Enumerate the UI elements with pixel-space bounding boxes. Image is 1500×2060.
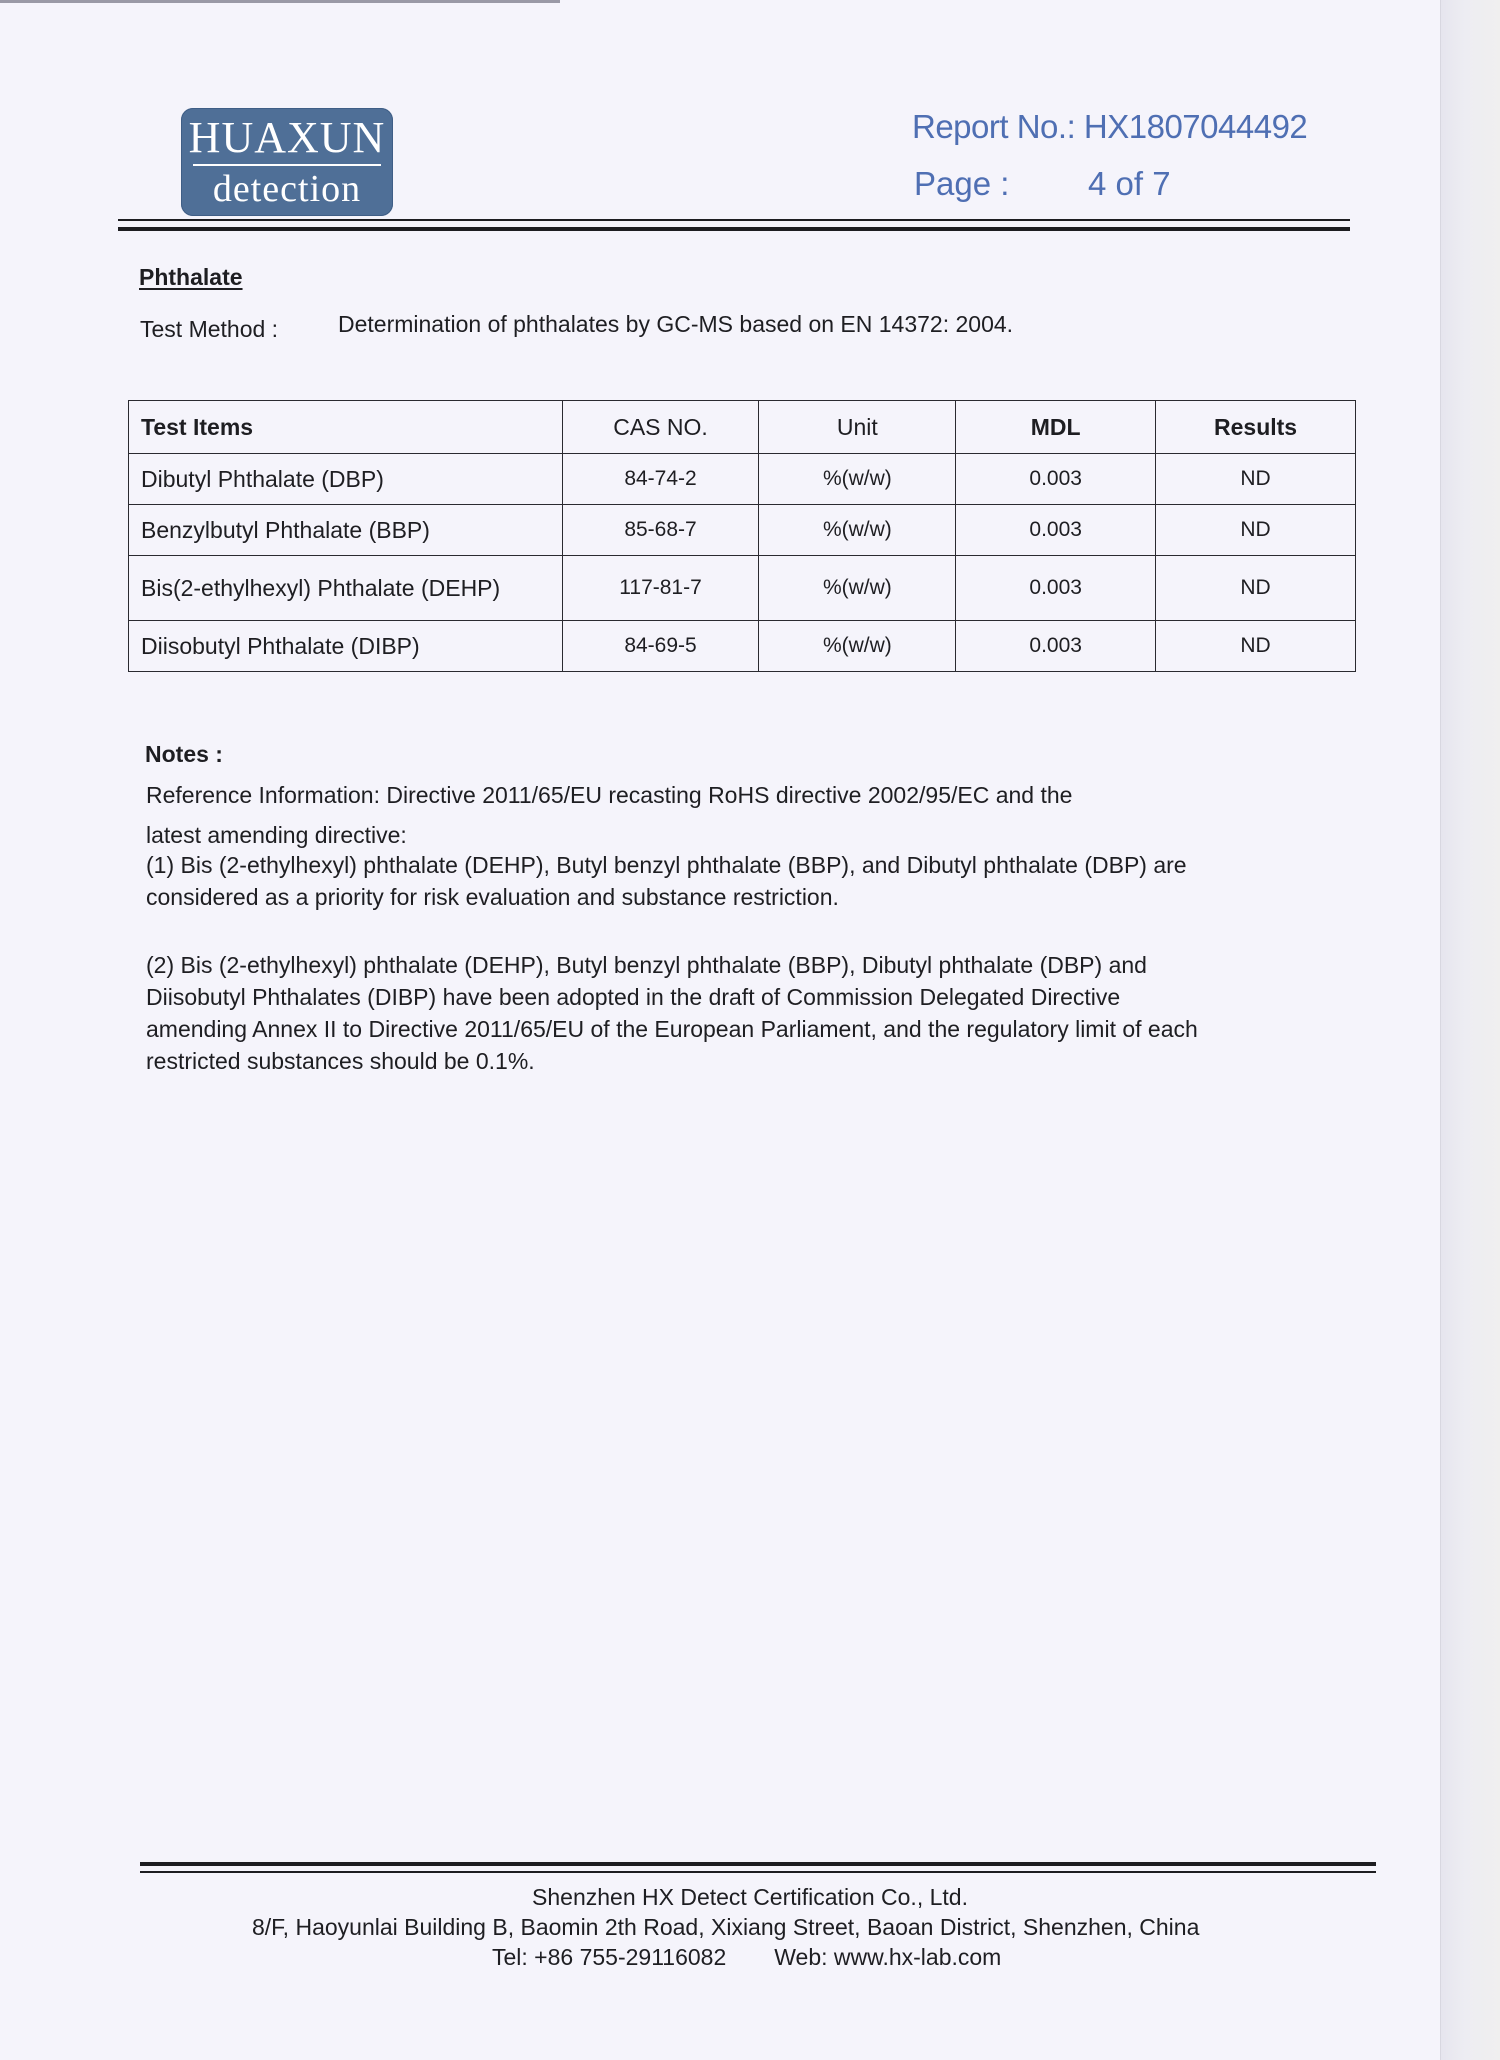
huaxun-logo (181, 108, 393, 216)
unit-cell: %(w/w) (759, 454, 956, 505)
scan-edge (0, 0, 560, 3)
table-header-row (129, 401, 1356, 454)
notes-line: (1) Bis (2-ethylhexyl) phthalate (DEHP), Butyl benzyl phthalate (BBP), and Dibutyl phthalate (DBP) are (146, 852, 1187, 878)
cas-cell: 84-74-2 (562, 454, 759, 505)
footer-web: Web: www.hx-lab.com (774, 1944, 1002, 1970)
mdl-cell: 0.003 (956, 505, 1156, 556)
section-title: Phthalate (139, 264, 243, 290)
table-row (129, 454, 1356, 505)
unit-cell: %(w/w) (759, 556, 956, 621)
test-method-label: Test Method : (140, 316, 279, 342)
column-header: MDL (956, 401, 1156, 454)
unit-cell: %(w/w) (759, 621, 956, 672)
results-table (128, 400, 1356, 672)
test-item-cell: Benzylbutyl Phthalate (BBP) (129, 505, 563, 556)
footer-address: 8/F, Haoyunlai Building B, Baomin 2th Road, Xixiang Street, Baoan District, Shenzhen, China (252, 1914, 1200, 1940)
table-row (129, 505, 1356, 556)
page-label: Page : (914, 165, 1010, 202)
header-rule-thick (118, 227, 1350, 231)
notes-line: considered as a priority for risk evaluation and substance restriction. (146, 884, 839, 910)
notes-line: latest amending directive: (146, 822, 407, 848)
notes-title: Notes : (145, 741, 223, 767)
mdl-cell: 0.003 (956, 621, 1156, 672)
result-cell: ND (1156, 621, 1356, 672)
footer-tel: Tel: +86 755-29116082 (492, 1944, 727, 1970)
notes-line: Diisobutyl Phthalates (DIBP) have been adopted in the draft of Commission Delegated Directive (146, 984, 1121, 1010)
page-edge (1440, 0, 1500, 2060)
logo-subtitle: detection (212, 168, 362, 210)
logo-brand: HUAXUN (188, 113, 386, 162)
footer-company: Shenzhen HX Detect Certification Co., Ltd. (532, 1884, 968, 1910)
cas-cell: 85-68-7 (562, 505, 759, 556)
page-number: 4 of 7 (1088, 165, 1171, 202)
column-header: Unit (759, 401, 956, 454)
column-header: Results (1156, 401, 1356, 454)
cas-cell: 84-69-5 (562, 621, 759, 672)
notes-line: Reference Information: Directive 2011/65/EU recasting RoHS directive 2002/95/EC and the (146, 782, 1073, 808)
test-method-value: Determination of phthalates by GC-MS based on EN 14372: 2004. (338, 311, 1014, 337)
test-item-cell: Diisobutyl Phthalate (DIBP) (129, 621, 563, 672)
report-number: Report No.: HX1807044492 (912, 108, 1308, 145)
test-item-cell: Bis(2-ethylhexyl) Phthalate (DEHP) (129, 556, 563, 621)
notes-line: restricted substances should be 0.1%. (146, 1048, 535, 1074)
mdl-cell: 0.003 (956, 454, 1156, 505)
test-item-cell: Dibutyl Phthalate (DBP) (129, 454, 563, 505)
mdl-cell: 0.003 (956, 556, 1156, 621)
table-row (129, 621, 1356, 672)
result-cell: ND (1156, 505, 1356, 556)
table-row (129, 556, 1356, 621)
column-header: Test Items (129, 401, 563, 454)
result-cell: ND (1156, 454, 1356, 505)
result-cell: ND (1156, 556, 1356, 621)
unit-cell: %(w/w) (759, 505, 956, 556)
footer-contact (492, 1944, 1001, 1971)
cas-cell: 117-81-7 (562, 556, 759, 621)
notes-line: (2) Bis (2-ethylhexyl) phthalate (DEHP), Butyl benzyl phthalate (BBP), Dibutyl phthalate (DBP) and (146, 952, 1147, 978)
column-header: CAS NO. (562, 401, 759, 454)
footer-rule-thin (140, 1871, 1376, 1873)
footer-rule-thick (140, 1862, 1376, 1866)
header-rule-thin (118, 219, 1350, 221)
notes-line: amending Annex II to Directive 2011/65/EU of the European Parliament, and the regulatory limit of each (146, 1016, 1198, 1042)
